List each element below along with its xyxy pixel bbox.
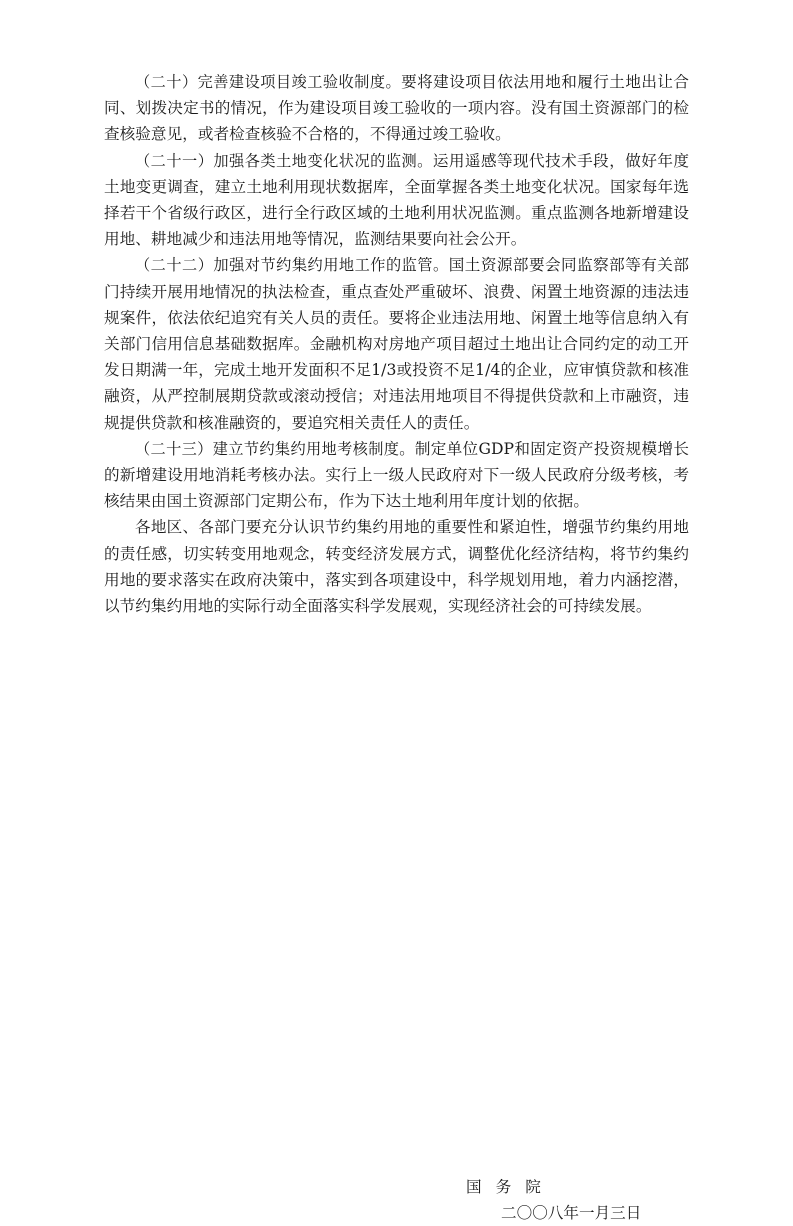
paragraph-20-body: 要将建设项目依法用地和履行土地出让合同、划拨决定书的情况，作为建设项目竣工验收的一项内容。没有国土资源部门的检查核验意见，或者检查核验不合格的，不得通过竣工验收。: [104, 73, 690, 144]
paragraph-21-heading: （二十一）加强各类土地变化状况的监测。: [135, 151, 433, 170]
paragraph-22-body: 国土资源部要会同监察部等有关部门持续开展用地情况的执法检查，重点查处严重破坏、浪费、闲置土地资源的违法违规案件，依法依纪追究有关人员的责任。要将企业违法用地、闲置土地等信息纳入有关部门信用信息基础数据库。金融机构对房地产项目超过土地出让合同约定的动工开发日期满一年，完成土地开发面积不足1/3或投资不足1/4的企业，应审慎贷款和核准融资，从严控制展期贷款或滚动授信；对违法用地项目不得提供贷款和上市融资，违规提供贷款和核准融资的，要追究相关责任人的责任。: [104, 256, 689, 432]
paragraph-21: [104, 148, 689, 253]
signature-organization: 国务院: [466, 1178, 555, 1197]
closing-paragraph-body: 各地区、各部门要充分认识节约集约用地的重要性和紧迫性，增强节约集约用地的责任感，切实转变用地观念，转变经济发展方式，调整优化经济结构，将节约集约用地的要求落实在政府决策中，落实到各项建设中，科学规划用地，着力内涵挖潜，以节约集约用地的实际行动全面落实科学发展观，实现经济社会的可持续发展。: [104, 518, 689, 616]
paragraph-23: [104, 436, 689, 515]
document-page: [104, 69, 690, 1223]
paragraph-22-heading: （二十二）加强对节约集约用地工作的监管。: [135, 256, 449, 275]
signature-date: 二〇〇八年一月三日: [501, 1204, 642, 1223]
paragraph-20-heading: （二十）完善建设项目竣工验收制度。: [135, 73, 402, 91]
paragraph-22: [104, 252, 689, 435]
paragraph-21-body: 运用遥感等现代技术手段，做好年度土地变更调查，建立土地利用现状数据库，全面掌握各类土地变化状况。国家每年选择若干个省级行政区，进行全行政区域的土地利用状况监测。重点监测各地新增建设用地、耕地减少和违法用地等情况，监测结果要向社会公开。: [104, 151, 689, 249]
paragraph-23-body: 制定单位GDP和固定资产投资规模增长的新增建设用地消耗考核办法。实行上一级人民政府对下一级人民政府分级考核，考核结果由国土资源部门定期公布，作为下达土地利用年度计划的依据。: [104, 439, 689, 511]
paragraph-23-heading: （二十三）建立节约集约用地考核制度。: [135, 439, 415, 458]
paragraph-20: [104, 69, 689, 148]
closing-paragraph: [104, 514, 689, 619]
